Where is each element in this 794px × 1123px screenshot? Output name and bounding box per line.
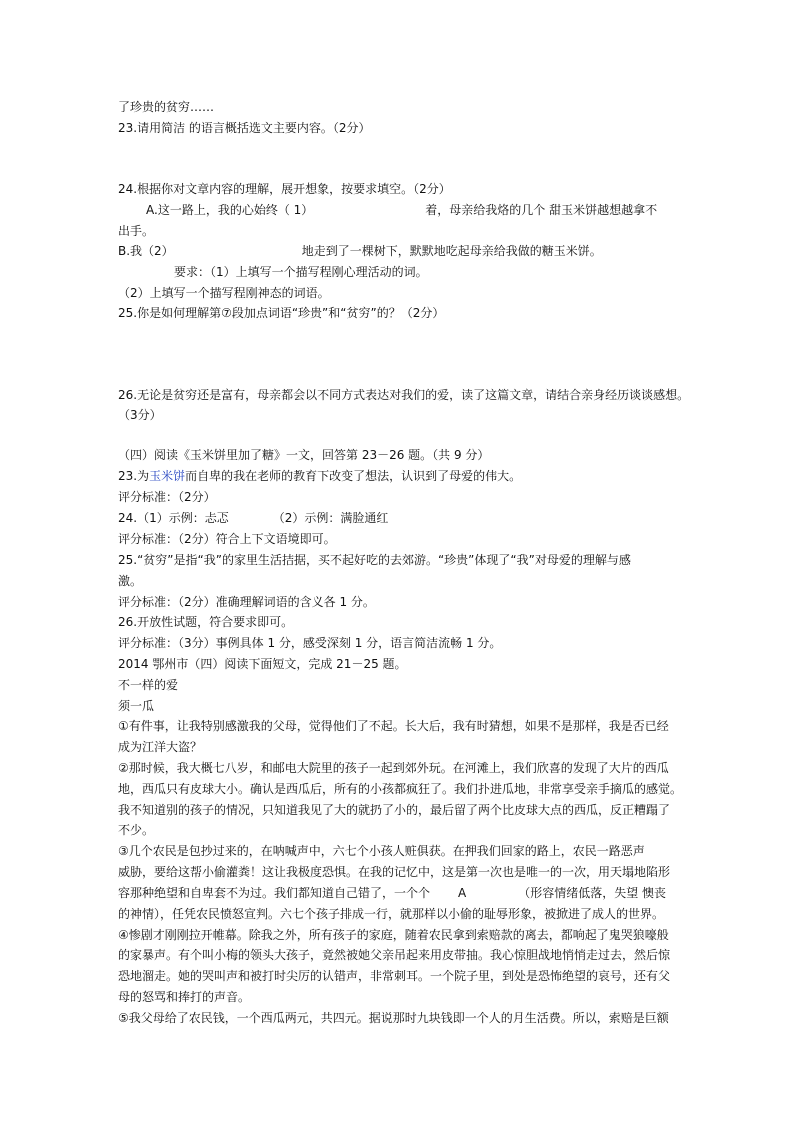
paragraph-line: ⑤我父母给了农民钱，一个西瓜两元，共四元。据说那时九块钱即一个人的月生活费。所以，索赔是巨额 (118, 1011, 669, 1025)
question-25: 25.你是如何理解第⑦段加点词语“珍贵”和“贫穷”的？（2分） (118, 306, 445, 320)
scoring-standard: 评分标准：（3分）事例具体 1 分，感受深刻 1 分，语言简洁流畅 1 分。 (118, 636, 502, 650)
paragraph-line: 成为江洋大盗？ (118, 740, 203, 754)
reading-heading: 2014 鄂州市（四）阅读下面短文，完成 21－25 题。 (118, 657, 407, 671)
paragraph-line: 威胁，要给这帮小偷灌粪！这让我极度恐惧。在我的记忆中，这是第一次也是唯一的一次，用天塌地陷形 (118, 865, 671, 879)
part-a-start: A.这一路上，我的心始终（ 1） (146, 203, 314, 217)
article-author: 须一瓜 (118, 699, 155, 713)
answer-24-2: （2）示例：满脸通红 (272, 511, 389, 525)
paragraph-line: 的神情），任凭农民愤怒宣判。六七个孩子排成一行，就那样以小偷的耻辱形象，被掀进了成人的世界。 (118, 907, 665, 921)
text-line: 激。 (118, 574, 143, 588)
answer-26: 26.开放性试题，符合要求即可。 (118, 615, 294, 629)
paragraph-line: 不少。 (118, 823, 155, 837)
paragraph-line (118, 884, 666, 902)
question-23: 23.请用简洁 的语言概括选文主要内容。（2分） (118, 121, 371, 135)
answer-section-heading: （四）阅读《玉米饼里加了糖》一文，回答第 23－26 题。（共 9 分） (118, 448, 490, 462)
answer-25: 25.“贫穷”是指“我”的家里生活拮据，买不起好吃的去郊游。“珍贵”体现了“我”对母爱的理解与感 (118, 553, 631, 567)
blank-a-label: A (458, 886, 467, 900)
article-title: 不一样的爱 (118, 678, 179, 692)
requirement-2: （2）上填写一个描写程刚神态的词语。 (118, 286, 330, 300)
paragraph-line: 母的怒骂和捧打的声音。 (118, 990, 251, 1004)
scoring-standard: 评分标准：（2分）准确理解词语的含义各 1 分。 (118, 595, 375, 609)
paragraph-line: ④惨剧才刚刚拉开帷幕。除我之外，所有孩子的家庭，随着农民拿到索赔款的离去，都响起了鬼哭狼嚎般 (118, 928, 669, 942)
answer-24-1: 24.（1）示例：忐忑 (118, 511, 229, 525)
question-24: 24.根据你对文章内容的理解，展开想象，按要求填空。（2分） (118, 182, 451, 196)
line-start: 容那种绝望和自卑套不为过。我们都知道自己错了，一个个 (118, 886, 431, 900)
text-line: 了珍贵的贫穷…… (118, 100, 215, 114)
paragraph-line: ②那时候，我大概七八岁，和邮电大院里的孩子一起到郊外玩。在河滩上，我们欣喜的发现了大片的西瓜 (118, 761, 669, 775)
scoring-standard: 评分标准：（2分） (118, 490, 216, 504)
answer-23-rest: 而自卑的我在老师的教育下改变了想法，认识到了母爱的伟大。 (185, 469, 522, 483)
question-24-part-a (146, 201, 657, 219)
paragraph-line: 我不知道别的孩子的情况，只知道我见了大的就扔了小的，最后留了两个比皮球大点的西瓜，反正糟蹋了 (118, 803, 671, 817)
paragraph-line: 恐地溜走。她的哭叫声和被打时尖厉的认错声，非常刺耳。一个院子里，到处是恐怖绝望的哀号，还有父 (118, 969, 671, 983)
question-26: 26.无论是贫穷还是富有，母亲都会以不同方式表达对我们的爱，读了这篇文章，请结合亲身经历谈谈感想。 (118, 388, 690, 402)
part-a-end: 着，母亲给我烙的几个 甜玉米饼越想越拿不 (425, 203, 658, 217)
answer-23-highlight: 玉米饼 (149, 469, 186, 483)
question-26-score: （3分） (118, 408, 162, 422)
paragraph-line: ③几个农民是包抄过来的，在呐喊声中，六七个小孩人赃俱获。在押我们回家的路上，农民一路恶声 (118, 844, 645, 858)
paragraph-line: ①有件事，让我特别感激我的父母，觉得他们了不起。长大后，我有时猜想，如果不是那样，我是否已经 (118, 719, 669, 733)
line-end: （形容情绪低落，失望 懊丧 (518, 886, 667, 900)
part-b-end: 地走到了一棵树下，默默地吃起母亲给我做的糖玉米饼。 (301, 244, 602, 258)
scoring-standard: 评分标准：（2分）符合上下文语境即可。 (118, 532, 336, 546)
requirement-1: 要求：（1）上填写一个描写程刚心理活动的词。 (174, 265, 428, 279)
part-b-start: B.我（2） (118, 244, 174, 258)
question-24-part-b (118, 242, 602, 260)
paragraph-line: 的家暴声。有个叫小梅的领头大孩子，竟然被她父亲吊起来用皮带抽。我心惊胆战地悄悄走过去，然后惊 (118, 948, 671, 962)
answer-23-prefix: 23.为 (118, 469, 150, 483)
answer-23 (118, 467, 521, 485)
paragraph-line: 地，西瓜只有皮球大小。确认是西瓜后，所有的小孩都疯狂了。我们扑进瓜地，非常享受亲手摘瓜的感觉。 (118, 782, 683, 796)
answer-24 (118, 509, 388, 527)
text-line: 出手。 (118, 224, 155, 238)
